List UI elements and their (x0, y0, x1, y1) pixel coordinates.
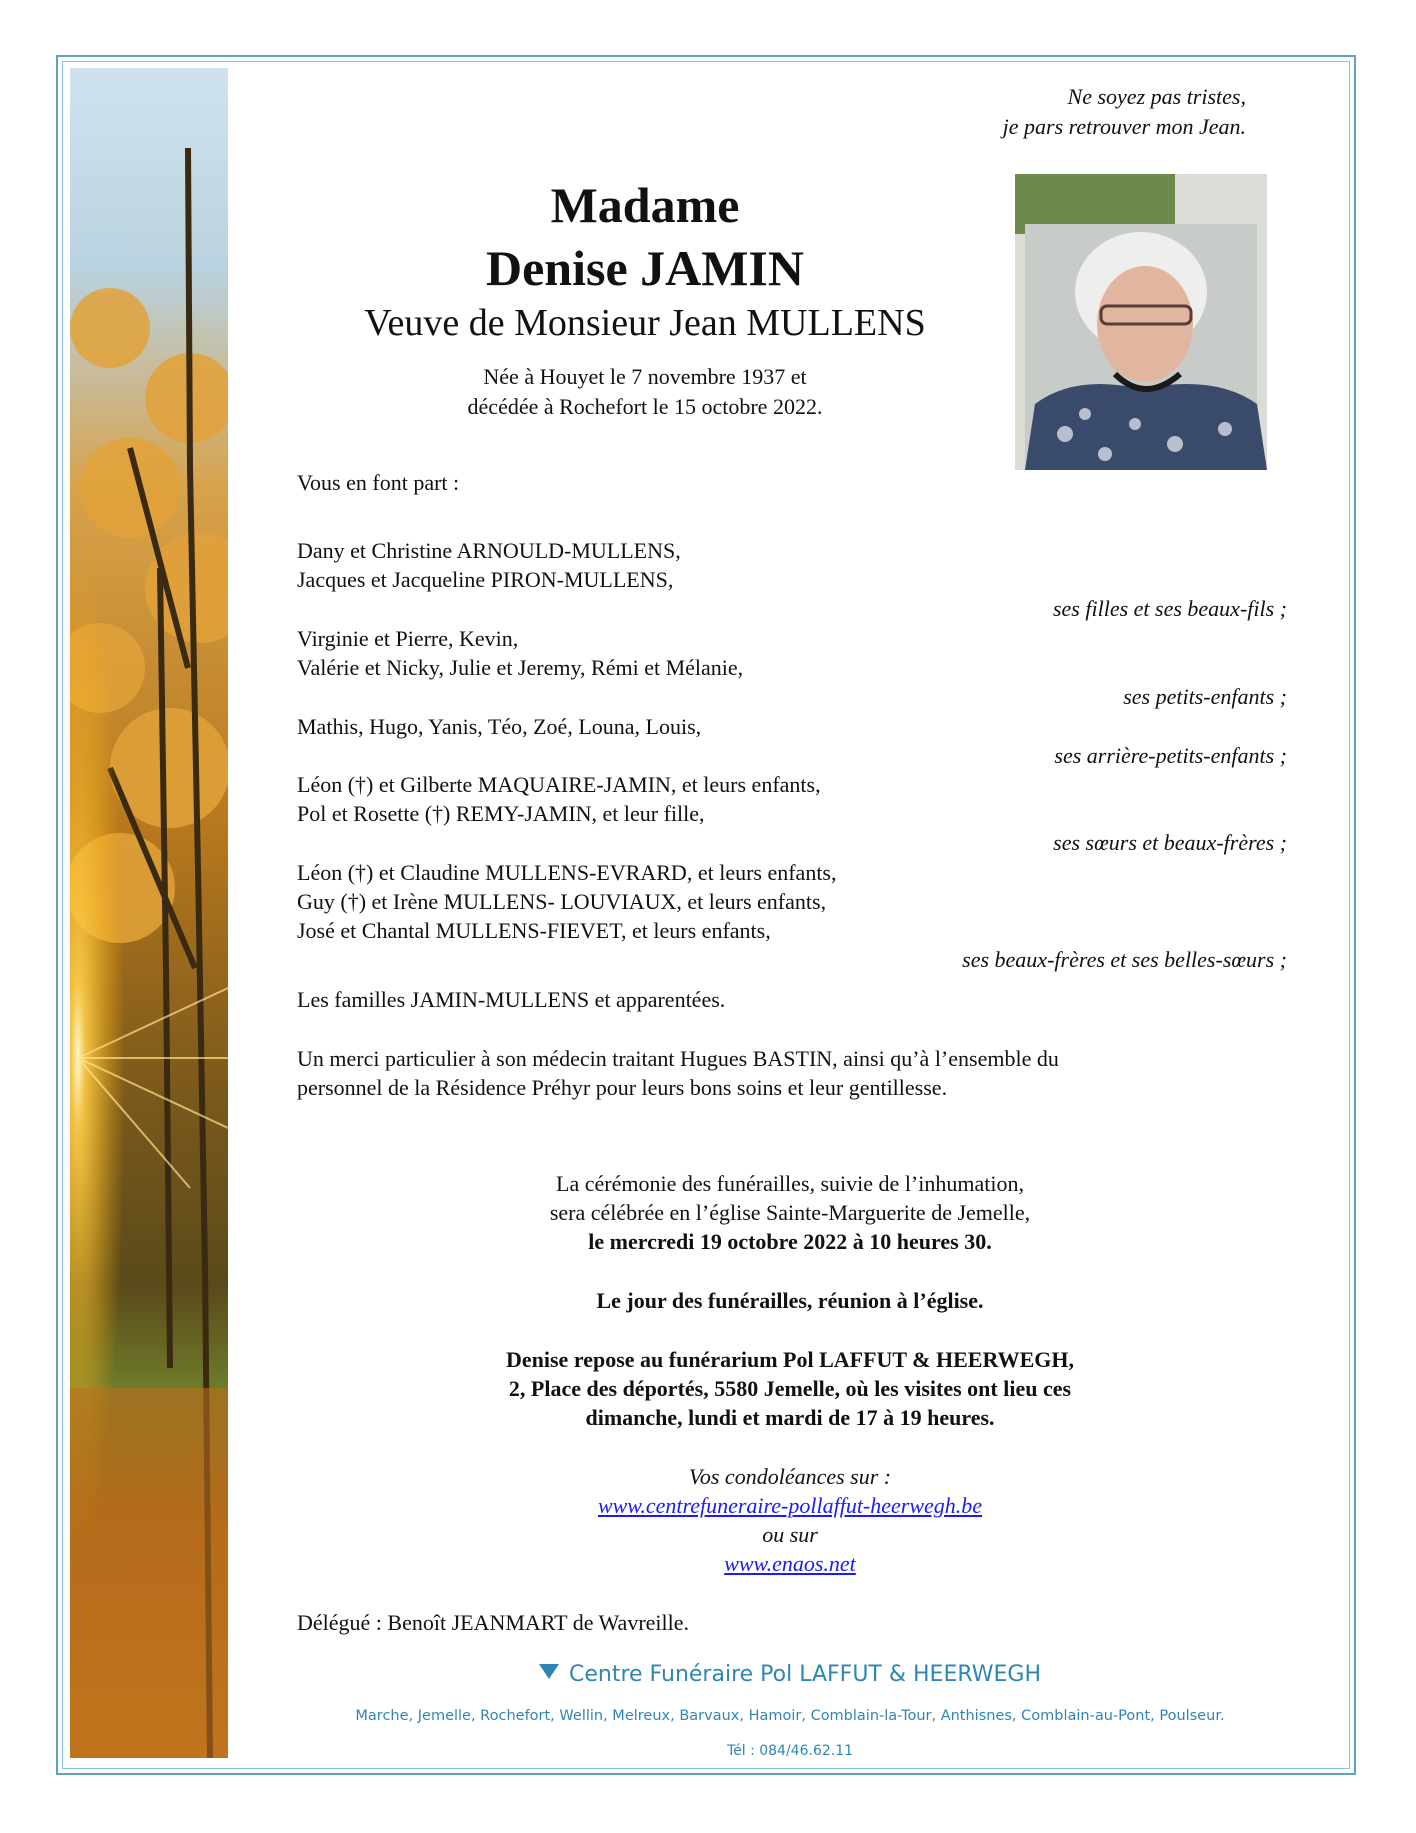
ceremony-date: le mercredi 19 octobre 2022 à 10 heures 30. (588, 1229, 992, 1254)
family-section-daughters (297, 536, 1287, 623)
delegate-text: Délégué : Benoît JEANMART de Wavreille. (297, 1610, 690, 1635)
triangle-down-icon (539, 1664, 559, 1679)
family-section-grandchildren (297, 624, 1287, 711)
family-section-siblings (297, 770, 1287, 857)
portrait-photo (1015, 174, 1267, 470)
family-line: Pol et Rosette (†) REMY-JAMIN, et leur fille, (297, 801, 705, 826)
ceremony-line: sera célébrée en l’église Sainte-Marguerite de Jemelle, (549, 1200, 1031, 1225)
footer-company (380, 1662, 1200, 1687)
intro-text: Vous en font part : (297, 470, 460, 495)
family-line: Dany et Christine ARNOULD-MULLENS, (297, 538, 681, 563)
footer-phone: Tél : 084/46.62.11 (726, 1743, 854, 1759)
family-line: Virginie et Pierre, Kevin, (297, 626, 519, 651)
family-line: Valérie et Nicky, Julie et Jeremy, Rémi et Mélanie, (297, 655, 744, 680)
relation-label: ses beaux-frères et ses belles-sœurs ; (962, 947, 1287, 972)
relation-label: ses sœurs et beaux-frères ; (1053, 830, 1287, 855)
funerarium-details (380, 1345, 1200, 1432)
widow-of: Veuve de Monsieur Jean MULLENS (364, 302, 926, 344)
condolences-label: Vos condoléances sur : (688, 1464, 892, 1489)
extended-families: Les familles JAMIN-MULLENS et apparentées. (297, 987, 726, 1012)
autumn-forest-image (70, 68, 228, 1758)
deceased-name: Denise JAMIN (485, 240, 805, 296)
rest-line: 2, Place des déportés, 5580 Jemelle, où les visites ont lieu ces (508, 1376, 1072, 1401)
rest-line: Denise repose au funérarium Pol LAFFUT & HEERWEGH, (506, 1347, 1074, 1372)
footer-towns: Marche, Jemelle, Rochefort, Wellin, Melreux, Barvaux, Hamoir, Comblain-la-Tour, Anthisnes, Comblain-au-Pont, Poulseur. (355, 1708, 1225, 1724)
family-line: Léon (†) et Claudine MULLENS-EVRARD, et leurs enfants, (297, 860, 837, 885)
footer-company-name: Centre Funéraire Pol LAFFUT & HEERWEGH (569, 1662, 1041, 1687)
family-section-inlaws (297, 858, 1287, 974)
family-line: Mathis, Hugo, Yanis, Téo, Zoé, Louna, Louis, (297, 714, 702, 739)
gathering-note: Le jour des funérailles, réunion à l’église. (596, 1288, 984, 1313)
family-line: Guy (†) et Irène MULLENS- LOUVIAUX, et leurs enfants, (297, 889, 827, 914)
honorific: Madame (550, 177, 740, 233)
condolences-link-enaos[interactable]: www.enaos.net (724, 1551, 856, 1576)
condolences-or: ou sur (762, 1522, 818, 1547)
condolences-block (380, 1462, 1200, 1578)
family-line: Léon (†) et Gilberte MAQUAIRE-JAMIN, et leurs enfants, (297, 772, 821, 797)
ceremony-line: La cérémonie des funérailles, suivie de l’inhumation, (556, 1171, 1024, 1196)
family-section-great-grandchildren (297, 712, 1287, 770)
ceremony-details (380, 1169, 1200, 1256)
thanks-paragraph (297, 1044, 1287, 1102)
family-line: Jacques et Jacqueline PIRON-MULLENS, (297, 567, 674, 592)
thanks-line: personnel de la Résidence Préhyr pour leurs bons soins et leur gentillesse. (297, 1075, 948, 1100)
relation-label: ses petits-enfants ; (1123, 684, 1287, 709)
relation-label: ses arrière-petits-enfants ; (1054, 743, 1287, 768)
relation-label: ses filles et ses beaux-fils ; (1052, 596, 1287, 621)
birth-line: Née à Houyet le 7 novembre 1937 et (483, 364, 807, 389)
condolences-link-centre[interactable]: www.centrefuneraire-pollaffut-heerwegh.be (597, 1493, 983, 1518)
thanks-line: Un merci particulier à son médecin traitant Hugues BASTIN, ainsi qu’à l’ensemble du (297, 1046, 1059, 1071)
quote-line: Ne soyez pas tristes, (1067, 84, 1246, 109)
death-line: décédée à Rochefort le 15 octobre 2022. (467, 394, 823, 419)
epigraph-quote (1003, 82, 1246, 142)
family-line: José et Chantal MULLENS-FIEVET, et leurs enfants, (297, 918, 771, 943)
quote-line: je pars retrouver mon Jean. (1002, 114, 1246, 139)
birth-death-dates (300, 362, 990, 422)
rest-line: dimanche, lundi et mardi de 17 à 19 heures. (585, 1405, 995, 1430)
